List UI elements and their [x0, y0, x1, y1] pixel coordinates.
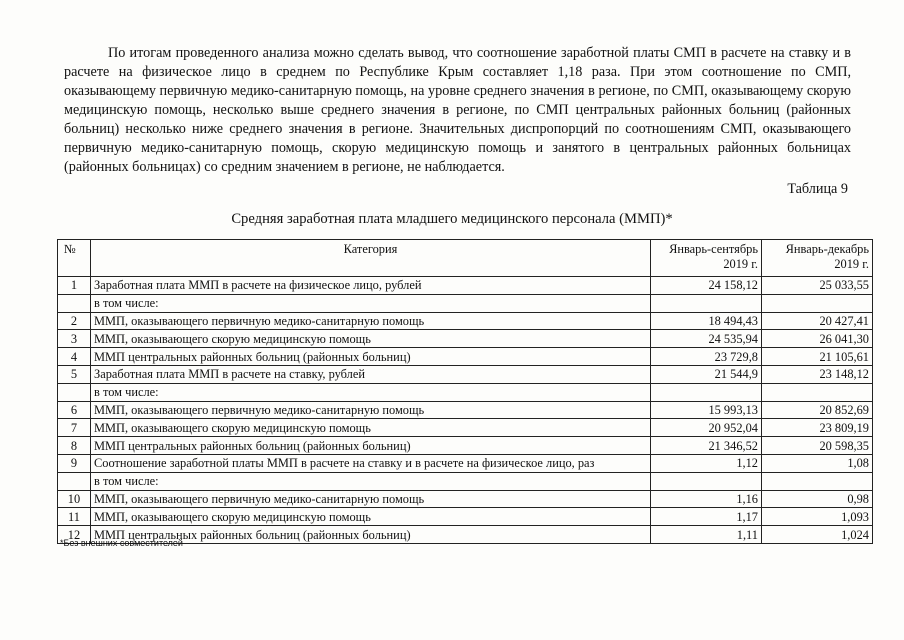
row-value-jan-dec: 26 041,30 [762, 330, 873, 348]
table-row [58, 437, 873, 455]
header-jan-dec: Январь-декабрь 2019 г. [762, 240, 873, 277]
row-value-jan-dec: 1,024 [762, 526, 873, 544]
table-row [58, 348, 873, 366]
row-value-jan-sep: 1,12 [651, 454, 762, 472]
row-value-jan-sep [651, 383, 762, 401]
footnote: *Без внешних совместителей [60, 538, 183, 548]
row-value-jan-dec: 20 598,35 [762, 437, 873, 455]
row-value-jan-sep: 1,11 [651, 526, 762, 544]
table-row [58, 401, 873, 419]
row-value-jan-dec: 1,093 [762, 508, 873, 526]
row-category: ММП, оказывающего первичную медико-санитарную помощь [91, 401, 651, 419]
row-number: 9 [58, 454, 91, 472]
row-number: 4 [58, 348, 91, 366]
table-row [58, 508, 873, 526]
row-number: 2 [58, 312, 91, 330]
row-value-jan-dec: 1,08 [762, 454, 873, 472]
table-body [58, 277, 873, 544]
table-title: Средняя заработная плата младшего медицинского персонала (ММП)* [231, 211, 673, 227]
paragraph-text: По итогам проведенного анализа можно сделать вывод, что соотношение заработной платы СМП в расчете на ставку и в расчете на физическое лицо в среднем по Республике Крым составляет 1,18 раза. При этом соотношение по СМП, оказывающему первичную медико-санитарную помощь, на уровне среднего значения в регионе, по СМП, оказывающему скорую медицинскую помощь, несколько выше среднего значения в регионе, по СМП центральных районных больниц (районных больниц) несколько ниже среднего значения в регионе. Значительных диспропорций по соотношениям СМП, оказывающего первичную медико-санитарную помощь, скорую медицинскую помощь и занятого в центральных районных больницах (районных больницах) со средним значением в регионе, не наблюдается. [64, 45, 851, 175]
header-category: Категория [91, 240, 651, 277]
row-value-jan-dec: 0,98 [762, 490, 873, 508]
row-value-jan-dec: 21 105,61 [762, 348, 873, 366]
table-row [58, 419, 873, 437]
row-number: 12 [58, 526, 91, 544]
row-category: Соотношение заработной платы ММП в расчете на ставку и в расчете на физическое лицо, раз [91, 454, 651, 472]
table-row [58, 365, 873, 383]
header-number: № [58, 240, 91, 277]
row-value-jan-sep [651, 472, 762, 490]
table-row [58, 454, 873, 472]
row-value-jan-dec: 23 148,12 [762, 365, 873, 383]
row-category: ММП, оказывающего скорую медицинскую помощь [91, 508, 651, 526]
row-value-jan-sep: 1,16 [651, 490, 762, 508]
row-category: Заработная плата ММП в расчете на ставку, рублей [91, 365, 651, 383]
row-value-jan-sep: 24 535,94 [651, 330, 762, 348]
row-category: ММП, оказывающего скорую медицинскую помощь [91, 419, 651, 437]
row-value-jan-dec [762, 383, 873, 401]
row-value-jan-dec: 25 033,55 [762, 277, 873, 295]
row-value-jan-sep: 21 544,9 [651, 365, 762, 383]
row-category: ММП, оказывающего скорую медицинскую помощь [91, 330, 651, 348]
body-paragraph [64, 44, 851, 177]
row-value-jan-sep [651, 294, 762, 312]
table-row [58, 294, 873, 312]
row-category: в том числе: [91, 294, 651, 312]
table-row [58, 490, 873, 508]
row-category: в том числе: [91, 472, 651, 490]
header-jan-sep: Январь-сентябрь 2019 г. [651, 240, 762, 277]
row-value-jan-dec: 23 809,19 [762, 419, 873, 437]
table-number-label: Таблица 9 [787, 181, 848, 197]
row-number [58, 472, 91, 490]
row-value-jan-dec: 20 852,69 [762, 401, 873, 419]
row-value-jan-sep: 24 158,12 [651, 277, 762, 295]
row-value-jan-sep: 20 952,04 [651, 419, 762, 437]
row-number: 10 [58, 490, 91, 508]
row-number: 11 [58, 508, 91, 526]
salary-table [57, 239, 873, 544]
row-number: 8 [58, 437, 91, 455]
row-number [58, 294, 91, 312]
row-category: ММП, оказывающего первичную медико-санитарную помощь [91, 312, 651, 330]
table-row [58, 312, 873, 330]
row-number: 6 [58, 401, 91, 419]
row-number: 1 [58, 277, 91, 295]
row-number: 5 [58, 365, 91, 383]
row-value-jan-dec [762, 472, 873, 490]
row-category: ММП, оказывающего первичную медико-санитарную помощь [91, 490, 651, 508]
row-value-jan-sep: 21 346,52 [651, 437, 762, 455]
row-number: 7 [58, 419, 91, 437]
row-value-jan-dec: 20 427,41 [762, 312, 873, 330]
header-row [58, 240, 873, 277]
row-category: в том числе: [91, 383, 651, 401]
table-row [58, 472, 873, 490]
row-category: ММП центральных районных больниц (районных больниц) [91, 437, 651, 455]
row-category: ММП центральных районных больниц (районных больниц) [91, 526, 651, 544]
row-value-jan-sep: 15 993,13 [651, 401, 762, 419]
row-value-jan-dec [762, 294, 873, 312]
table-header [58, 240, 873, 277]
table-row [58, 383, 873, 401]
row-value-jan-sep: 23 729,8 [651, 348, 762, 366]
row-number: 3 [58, 330, 91, 348]
row-category: ММП центральных районных больниц (районных больниц) [91, 348, 651, 366]
table-row [58, 330, 873, 348]
row-value-jan-sep: 1,17 [651, 508, 762, 526]
row-category: Заработная плата ММП в расчете на физическое лицо, рублей [91, 277, 651, 295]
row-value-jan-sep: 18 494,43 [651, 312, 762, 330]
table-row [58, 277, 873, 295]
row-number [58, 383, 91, 401]
